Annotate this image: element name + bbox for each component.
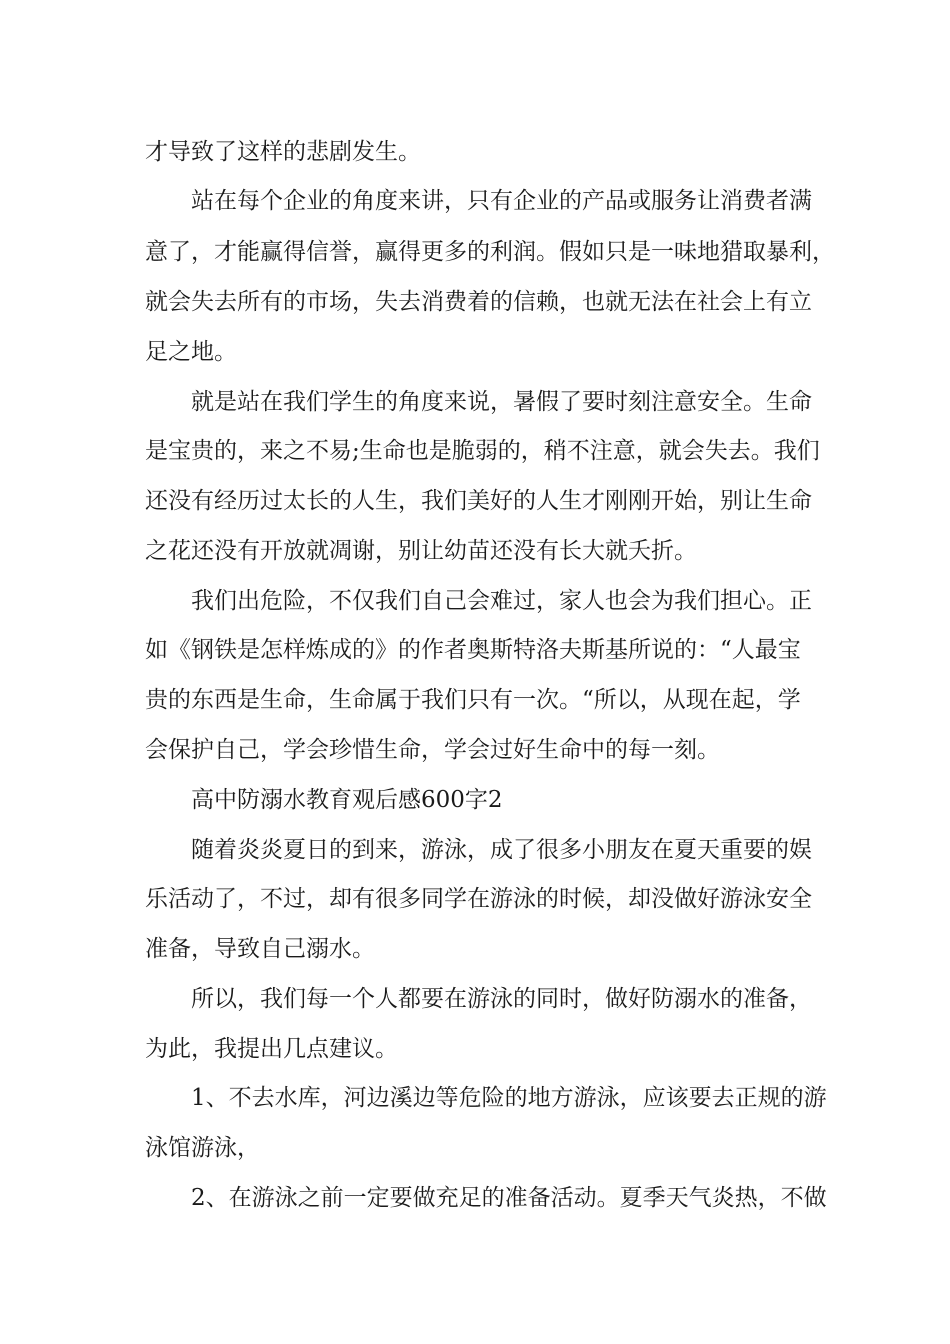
paragraph-start-line: 我们出危险，不仅我们自己会难过，家人也会为我们担心。正 — [191, 588, 812, 614]
paragraph-start-line: 就是站在我们学生的角度来说，暑假了要时刻注意安全。生命 — [191, 389, 812, 415]
paragraph-start-line: 站在每个企业的角度来讲，只有企业的产品或服务让消费者满 — [191, 188, 812, 214]
text-line: 贵的东西是生命，生命属于我们只有一次。“所以，从现在起，学 — [145, 687, 801, 713]
list-item-line: 2、在游泳之前一定要做充足的准备活动。夏季天气炎热，不做 — [191, 1185, 827, 1211]
paragraph-start-line: 随着炎炎夏日的到来，游泳，成了很多小朋友在夏天重要的娱 — [191, 837, 812, 863]
text-line: 为此，我提出几点建议。 — [145, 1036, 398, 1062]
paragraph-start-line: 所以，我们每一个人都要在游泳的同时，做好防溺水的准备， — [191, 986, 812, 1012]
text-line: 足之地。 — [145, 339, 237, 365]
text-line: 就会失去所有的市场，失去消费着的信赖，也就无法在社会上有立 — [145, 289, 812, 315]
section-heading: 高中防溺水教育观后感600字2 — [191, 787, 503, 813]
text-line: 之花还没有开放就凋谢，别让幼苗还没有长大就夭折。 — [145, 538, 697, 564]
text-line: 会保护自己，学会珍惜生命，学会过好生命中的每一刻。 — [145, 737, 720, 763]
text-line: 乐活动了，不过，却有很多同学在游泳的时候，却没做好游泳安全 — [145, 886, 812, 912]
list-item-line: 1、不去水库，河边溪边等危险的地方游泳，应该要去正规的游 — [191, 1085, 827, 1111]
text-line: 还没有经历过太长的人生，我们美好的人生才刚刚开始，别让生命 — [145, 488, 812, 514]
text-line: 准备，导致自己溺水。 — [145, 936, 375, 962]
text-line: 如《钢铁是怎样炼成的》的作者奥斯特洛夫斯基所说的：“人最宝 — [145, 637, 801, 663]
text-line: 是宝贵的，来之不易;生命也是脆弱的，稍不注意，就会失去。我们 — [145, 438, 820, 464]
text-line: 才导致了这样的悲剧发生。 — [145, 139, 421, 165]
text-line: 泳馆游泳， — [145, 1135, 260, 1161]
text-line: 意了，才能赢得信誉，赢得更多的利润。假如只是一味地猎取暴利， — [145, 239, 835, 265]
